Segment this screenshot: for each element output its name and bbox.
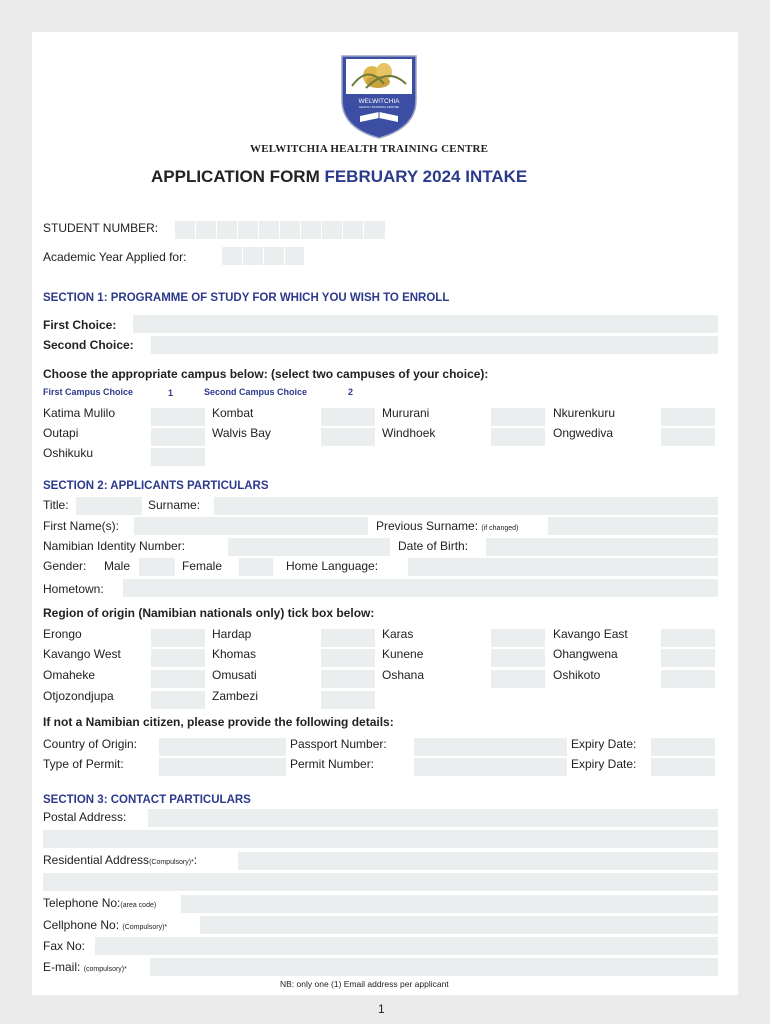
region-label-omaheke: Omaheke [43,668,96,682]
section2-heading: SECTION 2: APPLICANTS PARTICULARS [43,480,269,492]
region-label-oshana: Oshana [382,668,425,682]
permit-expiry-field[interactable] [651,758,715,776]
region-box-omusati[interactable] [321,670,375,688]
first-campus-choice-number: 1 [168,388,174,398]
postal-address-label: Postal Address: [43,810,127,824]
cellphone-compulsory-note: (Compulsory)* [122,924,168,931]
campus-label-mururani: Mururani [382,406,430,420]
male-label: Male [104,559,131,573]
academic-year-label: Academic Year Applied for: [43,250,187,264]
region-box-erongo[interactable] [151,629,205,647]
first-names-label: First Name(s): [43,519,119,533]
surname-field[interactable] [214,497,718,515]
region-label-otjozondjupa: Otjozondjupa [43,689,114,703]
fax-field[interactable] [95,937,718,955]
residential-colon: : [193,853,198,867]
namibian-id-label: Namibian Identity Number: [43,539,186,553]
gender-label: Gender: [43,559,87,573]
email-compulsory-note: (compulsory)* [83,966,127,973]
country-origin-field[interactable] [159,738,286,756]
region-box-khomas[interactable] [321,649,375,667]
region-box-oshikoto[interactable] [661,670,715,688]
svg-text:HEALTH TRAINING CENTRE: HEALTH TRAINING CENTRE [359,105,399,109]
section1-heading: SECTION 1: PROGRAMME OF STUDY FOR WHICH YOU WISH TO ENROLL [43,292,450,304]
campus-label-ongwediva: Ongwediva [553,426,614,440]
region-box-zambezi[interactable] [321,691,375,709]
title-label: Title: [43,498,69,512]
surname-label: Surname: [148,498,201,512]
page-number: 1 [378,1002,385,1016]
institution-logo [338,54,420,140]
residential-compulsory-note: (Compulsory)* [149,859,194,866]
second-choice-label: Second Choice: [43,338,134,352]
telephone-text: Telephone No: [43,896,121,910]
campus-box-mururani[interactable] [491,408,545,426]
female-box[interactable] [239,558,273,576]
region-box-otjozondjupa[interactable] [151,691,205,709]
region-box-karas[interactable] [491,629,545,647]
first-choice-label: First Choice: [43,318,117,332]
permit-number-label: Permit Number: [290,757,375,771]
campus-box-walvis-bay[interactable] [321,428,375,446]
telephone-field[interactable] [181,895,718,913]
region-label-erongo: Erongo [43,627,82,641]
namibian-id-field[interactable] [228,538,390,556]
non-citizen-prompt: If not a Namibian citizen, please provide the following details: [43,715,394,729]
region-label-ohangwena: Ohangwena [553,647,618,661]
region-box-omaheke[interactable] [151,670,205,688]
first-names-field[interactable] [134,517,368,535]
cellphone-field[interactable] [200,916,718,934]
email-field[interactable] [150,958,718,976]
form-title [151,167,527,187]
campus-label-walvis-bay: Walvis Bay [212,426,271,440]
second-campus-choice-label: Second Campus Choice [204,387,308,397]
cellphone-text: Cellphone No: [43,918,120,932]
if-changed-note: (if changed) [481,525,519,532]
campus-box-kombat[interactable] [321,408,375,426]
hometown-field[interactable] [123,579,718,597]
form-title-intake: FEBRUARY 2024 INTAKE [324,167,528,186]
passport-expiry-field[interactable] [651,738,715,756]
region-box-kunene[interactable] [491,649,545,667]
previous-surname-field[interactable] [548,517,718,535]
postal-address-field-line2[interactable] [43,830,718,848]
campus-prompt: Choose the appropriate campus below: (select two campuses of your choice): [43,367,489,381]
region-label-kunene: Kunene [382,647,424,661]
region-label-zambezi: Zambezi [212,689,259,703]
passport-number-field[interactable] [414,738,567,756]
permit-type-field[interactable] [159,758,286,776]
institution-name: WELWITCHIA HEALTH TRAINING CENTRE [250,143,489,155]
form-title-main: APPLICATION FORM [151,167,325,186]
telephone-area-note: (area code) [120,902,157,909]
campus-box-ongwediva[interactable] [661,428,715,446]
previous-surname-text: Previous Surname: [376,519,479,533]
previous-surname-label [376,519,518,533]
campus-label-outapi: Outapi [43,426,79,440]
campus-label-katima: Katima Mulilo [43,406,116,420]
region-label-kavango-east: Kavango East [553,627,628,641]
campus-box-nkurenkuru[interactable] [661,408,715,426]
first-choice-field[interactable] [133,315,718,333]
region-label-omusati: Omusati [212,668,257,682]
residential-address-text: Residential Address [43,853,150,867]
region-label-khomas: Khomas [212,647,257,661]
region-box-oshana[interactable] [491,670,545,688]
region-box-kavango-west[interactable] [151,649,205,667]
email-label [43,960,127,974]
residential-address-field[interactable] [238,852,718,870]
dob-label: Date of Birth: [398,539,469,553]
region-box-ohangwena[interactable] [661,649,715,667]
region-prompt: Region of origin (Namibian nationals only) tick box below: [43,606,375,620]
country-origin-label: Country of Origin: [43,737,138,751]
campus-label-nkurenkuru: Nkurenkuru [553,406,616,420]
home-language-field[interactable] [408,558,718,576]
campus-label-oshikuku: Oshikuku [43,446,94,460]
fax-label: Fax No: [43,939,86,953]
female-label: Female [182,559,223,573]
region-label-hardap: Hardap [212,627,252,641]
region-box-hardap[interactable] [321,629,375,647]
campus-box-oshikuku[interactable] [151,448,205,466]
hometown-label: Hometown: [43,582,104,596]
campus-box-windhoek[interactable] [491,428,545,446]
section3-heading: SECTION 3: CONTACT PARTICULARS [43,794,251,806]
first-campus-choice-label: First Campus Choice [43,387,134,397]
campus-box-katima[interactable] [151,408,205,426]
residential-address-label [43,853,197,867]
passport-expiry-label: Expiry Date: [571,737,637,751]
residential-address-field-line2[interactable] [43,873,718,891]
region-label-kavango-west: Kavango West [43,647,121,661]
second-choice-field[interactable] [151,336,718,354]
email-text: E-mail: [43,960,81,974]
male-box[interactable] [139,558,175,576]
svg-text:WELWITCHIA: WELWITCHIA [358,98,400,105]
campus-box-outapi[interactable] [151,428,205,446]
email-nb-note: NB: only one (1) Email address per applicant [280,979,449,989]
second-campus-choice-number: 2 [348,387,354,397]
cellphone-label [43,918,167,932]
postal-address-field[interactable] [148,809,718,827]
permit-number-field[interactable] [414,758,567,776]
region-label-oshikoto: Oshikoto [553,668,601,682]
campus-label-kombat: Kombat [212,406,254,420]
student-number-field[interactable] [175,221,385,239]
passport-number-label: Passport Number: [290,737,387,751]
permit-type-label: Type of Permit: [43,757,124,771]
dob-field[interactable] [486,538,718,556]
student-number-label: STUDENT NUMBER: [43,221,159,235]
title-field[interactable] [76,497,142,515]
academic-year-field[interactable] [222,247,304,265]
region-label-karas: Karas [382,627,414,641]
home-language-label: Home Language: [286,559,379,573]
campus-label-windhoek: Windhoek [382,426,436,440]
telephone-label [43,896,156,910]
region-box-kavango-east[interactable] [661,629,715,647]
permit-expiry-label: Expiry Date: [571,757,637,771]
